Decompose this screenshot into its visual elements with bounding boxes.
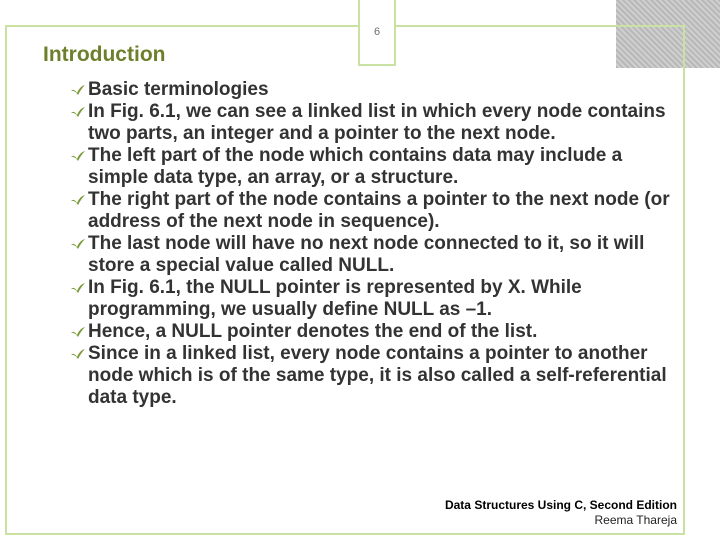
bullet-item: Hence, a NULL pointer denotes the end of the list. — [70, 321, 670, 343]
slide-title: Introduction — [43, 43, 166, 66]
bullet-item: In Fig. 6.1, the NULL pointer is represented by X. While programming, we usually define NULL as –1. — [70, 277, 670, 321]
check-leaf-icon — [70, 150, 86, 162]
footer-book-title: Data Structures Using C, Second Edition — [444, 498, 677, 512]
check-leaf-icon — [70, 106, 86, 118]
check-leaf-icon — [70, 194, 86, 206]
bullet-list — [70, 79, 670, 409]
footer-citation — [445, 498, 677, 528]
check-leaf-icon — [70, 348, 86, 360]
bullet-item: The right part of the node contains a pointer to the next node (or address of the next node in sequence). — [70, 189, 670, 233]
page-number: 6 — [373, 26, 381, 38]
bullet-item: The left part of the node which contains data may include a simple data type, an array, or a structure. — [70, 145, 670, 189]
bullet-item: In Fig. 6.1, we can see a linked list in which every node contains two parts, an integer and a pointer to the next node. — [70, 101, 670, 145]
check-leaf-icon — [70, 84, 86, 96]
bullet-item: The last node will have no next node connected to it, so it will store a special value called NULL. — [70, 233, 670, 277]
check-leaf-icon — [70, 326, 86, 338]
page-number-tab — [358, 0, 396, 66]
check-leaf-icon — [70, 282, 86, 294]
check-leaf-icon — [70, 238, 86, 250]
bullet-item: Basic terminologies — [70, 79, 670, 101]
bullet-item: Since in a linked list, every node contains a pointer to another node which is of the same type, it is also called a self-referential data type. — [70, 343, 670, 409]
footer-author: Reema Thareja — [594, 513, 677, 527]
